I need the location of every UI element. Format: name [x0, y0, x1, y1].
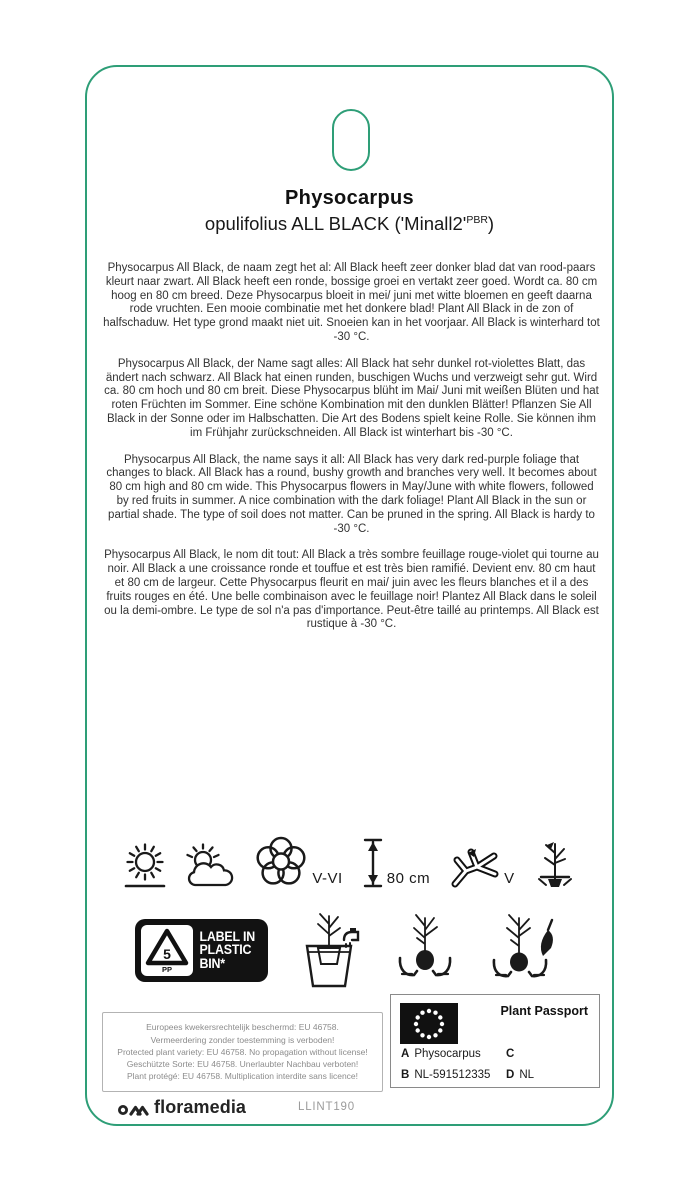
description-german: Physocarpus All Black, der Name sagt alles: All Black hat sehr dunkel rot-violettes Blatt, das ändert nach schwarz. All Black hat einen runden, buschigen Wuchs und verzweigt sehr gut. Wird ca. 80 cm hoch und 80 cm breit. Diese Physocarpus blüht im Mai/ Juni mit weißen Blüten und hat roten Früchten im Sommer. Eine schöne Kombination mit den dunklen Blätter! Pflanzen Sie All Black in der Sonne oder im Halbschatten. Die Art des Bodens spielt keine Rolle. Sie können ihm im Frühjahr zurückschneiden. All Black ist winterhart bis -30 °C. [104, 357, 599, 439]
pruning-month-label: V [504, 870, 515, 887]
title-block [87, 187, 612, 235]
plant-variety-rights-box [102, 1012, 383, 1092]
flowering-period [254, 835, 342, 889]
plant-passport-box [390, 994, 600, 1088]
legal-line-nl-2: Vermeerdering zonder toestemming is verboden! [150, 1034, 335, 1045]
hanger-hole [332, 109, 370, 171]
soak-pot-icon [292, 910, 366, 990]
label-code: LLINT190 [298, 1101, 355, 1113]
care-icon-row [87, 835, 612, 889]
floramedia-mark [117, 1095, 151, 1119]
recycle-material: PP [161, 965, 173, 974]
plant-cultivar-subtitle: opulifolius ALL BLACK $('Minall2'^{PBR})$ [204, 213, 495, 234]
footer [117, 1095, 355, 1119]
pbr-superscript: PBR [466, 213, 488, 226]
label-in-plastic-bin-badge [135, 919, 268, 982]
passport-field-c: C [506, 1048, 515, 1060]
legal-line-fr: Plant protégé: EU 46758. Multiplication interdite sans licence! [126, 1071, 359, 1082]
floramedia-logo [117, 1095, 246, 1119]
brand-name: floramedia [154, 1096, 247, 1117]
height-arrow-icon [363, 837, 383, 889]
plant-height [363, 837, 430, 889]
bare-root-plant-icon [535, 839, 575, 889]
legal-line-nl-1: Europees kwekersrechtelijk beschermd: EU 46758. [146, 1022, 339, 1033]
flower-icon [254, 835, 308, 889]
plant-label-card [85, 65, 614, 1126]
description-english: Physocarpus All Black, the name says it all: All Black has very dark red-purple foliage that changes to black. All Black has a round, bushy growth and branches very well. It becomes about 80 cm high and 80 cm wide. This Physocarpus flowers in May/June with white flowers, followed by red fruits in summer. A nice combination with the dark foliage! Plant All Black in the sun or partial shade. The type of soil does not matter. Can be pruned in the spring. All Black is hardy to -30 °C. [106, 453, 597, 535]
passport-a-value: Physocarpus [414, 1048, 481, 1060]
passport-field-b: B NL-591512335 [401, 1069, 491, 1081]
plant-with-trowel-icon [484, 910, 564, 990]
description-french: Physocarpus All Black, le nom dit tout: All Black a très sombre feuillage rouge-violet qui tourne au noir. All Black a une croissance ronde et touffue et est très bien ramifié. Devient env. 80 cm haut et 80 cm de largeur. Cette Physocarpus fleurit en mai/ juin avec les fleurs blanches et il a des fruits rouges en été. Une belle combinaison avec le feuillage noir! Plantez All Black dans le soleil ou la demi-ombre. Le type de sol n'a pas d'importance. Peut-être taillé au printemps. All Black est rustique à -30 °C. [104, 549, 599, 631]
plant-genus-title: Physocarpus [285, 187, 414, 209]
full-sun-icon [124, 841, 166, 889]
passport-field-d: D NL [506, 1069, 535, 1081]
legal-line-en: Protected plant variety: EU 46758. No propagation without license! [117, 1046, 368, 1057]
legal-line-de: Geschützte Sorte: EU 46758. Unerlaubter Nachbau verboten! [126, 1059, 359, 1070]
bin-label-text: LABEL IN PLASTIC BIN* [199, 928, 256, 971]
recycle-number: 5 [163, 946, 171, 962]
flowering-months-label: V-VI [312, 870, 343, 887]
passport-d-value: NL [519, 1069, 535, 1081]
passport-field-a: A Physocarpus [401, 1048, 481, 1060]
eu-flag-icon [400, 1003, 458, 1044]
pruning-period [450, 843, 515, 889]
plant-in-hole-icon [390, 910, 460, 990]
height-value-label: 80 cm [386, 870, 431, 887]
pruning-shears-icon [450, 843, 500, 889]
instruction-icon-row [87, 910, 612, 990]
partial-shade-icon [186, 843, 234, 889]
passport-b-value: NL-591512335 [414, 1069, 491, 1081]
description-dutch: Physocarpus All Black, de naam zegt het al: All Black heeft zeer donker blad dat van rood-paars kleurt naar zwart. All Black heeft een ronde, bossige groei en vertakt zeer goed. Wordt ca. 80 cm hoog en 80 cm breed. Deze Physocarpus bloeit in mei/ juni met witte bloemen en geeft daarna rode vruchten. Een mooie combinatie met het donkere blad! Plant All Black in de zon of halfschaduw. Het type grond maakt niet uit. Snoeien kan in het voorjaar. All Black is winterhard tot -30 °C. [103, 262, 600, 343]
passport-title: Plant Passport [500, 1004, 588, 1018]
recycle-panel [141, 925, 193, 976]
description-paragraphs [102, 262, 601, 645]
recycle-pp5-icon [144, 926, 190, 974]
